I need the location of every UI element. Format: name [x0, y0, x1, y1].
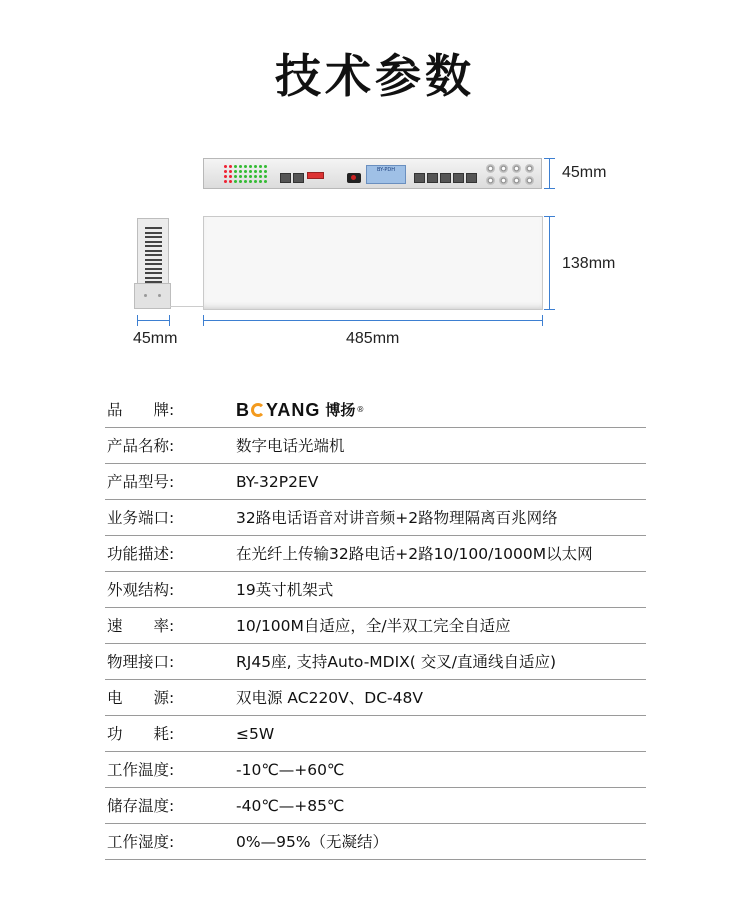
vent-slot — [145, 227, 162, 229]
rj45-port — [427, 173, 438, 183]
led-indicator — [234, 180, 237, 183]
led-indicator — [239, 180, 242, 183]
spec-value: 双电源 AC220V、DC-48V — [236, 689, 423, 707]
spec-row — [105, 788, 646, 824]
spec-value: -40℃—+85℃ — [236, 797, 345, 815]
vent-slot — [145, 241, 162, 243]
spec-table — [105, 392, 646, 860]
dimension-tick — [544, 158, 555, 159]
led-indicator — [259, 165, 262, 168]
spec-label: 业务端口: — [107, 509, 175, 527]
spec-label: 产品名称: — [107, 437, 175, 455]
spec-label: 品 牌: — [107, 401, 175, 419]
led-indicator — [224, 175, 227, 178]
led-indicator — [249, 170, 252, 173]
led-indicator — [244, 170, 247, 173]
rj45-port — [453, 173, 464, 183]
dimension-label-depth: 138mm — [562, 255, 616, 272]
bracket-hole — [158, 294, 161, 297]
bnc-connector — [525, 176, 534, 185]
brand-name-cn: 博扬 — [325, 401, 356, 419]
led-indicator — [264, 175, 267, 178]
bnc-connector — [486, 164, 495, 173]
spec-value: 0%—95%（无凝结） — [236, 833, 389, 851]
rj45-port — [466, 173, 477, 183]
bnc-connector — [525, 164, 534, 173]
spec-value: -10℃—+60℃ — [236, 761, 345, 779]
brand-prefix: B — [236, 400, 250, 420]
spec-label: 工作温度: — [107, 761, 175, 779]
registered-mark: ® — [356, 405, 365, 414]
led-indicator — [234, 165, 237, 168]
led-indicator — [229, 180, 232, 183]
led-indicator — [229, 165, 232, 168]
brand-suffix: YANG — [266, 400, 321, 420]
rj45-port — [440, 173, 451, 183]
spec-label: 工作湿度: — [107, 833, 175, 851]
spec-row — [105, 536, 646, 572]
spec-value: 32路电话语音对讲音频+2路物理隔离百兆网络 — [236, 509, 558, 527]
spec-value: 数字电话光端机 — [236, 437, 345, 455]
bnc-connector — [486, 176, 495, 185]
rj45-port — [280, 173, 291, 183]
led-indicator — [249, 180, 252, 183]
dimension-tick — [544, 309, 555, 310]
dimension-tick — [169, 315, 170, 326]
led-indicator — [234, 170, 237, 173]
vent-slot — [145, 272, 162, 274]
vent-slot — [145, 263, 162, 265]
dimension-line-side — [137, 320, 170, 321]
dip-switch — [307, 172, 324, 179]
spec-label: 功 耗: — [107, 725, 175, 743]
dimension-label-height: 45mm — [562, 164, 607, 181]
led-indicator — [254, 165, 257, 168]
bnc-connector — [512, 164, 521, 173]
led-indicator — [239, 170, 242, 173]
rj45-port — [414, 173, 425, 183]
led-indicator — [224, 170, 227, 173]
led-indicator — [264, 170, 267, 173]
spec-label: 速 率: — [107, 617, 175, 635]
led-indicator — [259, 170, 262, 173]
spec-row — [105, 500, 646, 536]
status-leds — [224, 165, 270, 185]
led-indicator — [244, 180, 247, 183]
spec-value: 19英寸机架式 — [236, 581, 334, 599]
led-indicator — [254, 175, 257, 178]
page-title: 技术参数 — [275, 49, 475, 103]
spec-row — [105, 644, 646, 680]
dimension-tick — [542, 315, 543, 326]
vent-slot — [145, 245, 162, 247]
led-indicator — [249, 175, 252, 178]
spec-value: BY-32P2EV — [236, 473, 319, 491]
spec-label: 储存温度: — [107, 797, 175, 815]
bracket-hole — [144, 294, 147, 297]
spec-label: 外观结构: — [107, 581, 175, 599]
mounting-bracket — [134, 283, 171, 309]
dimension-line-width — [203, 320, 543, 321]
spec-label: 产品型号: — [107, 473, 175, 491]
led-indicator — [229, 175, 232, 178]
device-top-view — [203, 216, 543, 310]
led-indicator — [254, 170, 257, 173]
fiber-port — [347, 173, 361, 183]
device-front-panel — [203, 158, 542, 189]
spec-row — [105, 608, 646, 644]
spec-value: RJ45座, 支持Auto-MDIX( 交叉/直通线自适应) — [236, 653, 557, 671]
vent-slot — [145, 236, 162, 238]
led-indicator — [234, 175, 237, 178]
led-indicator — [264, 165, 267, 168]
dimension-label-width: 485mm — [346, 330, 400, 347]
dimension-tick — [137, 315, 138, 326]
spec-row — [105, 716, 646, 752]
spec-row — [105, 428, 646, 464]
led-indicator — [229, 170, 232, 173]
lcd-text: BY-PDH — [376, 167, 396, 173]
led-indicator — [239, 175, 242, 178]
rj45-port — [293, 173, 304, 183]
dimension-line-height — [549, 158, 550, 189]
vent-slot — [145, 250, 162, 252]
spec-row — [105, 680, 646, 716]
led-indicator — [264, 180, 267, 183]
dimension-tick — [203, 315, 204, 326]
dimension-tick — [544, 216, 555, 217]
brand-logo — [236, 392, 364, 428]
spec-value: 在光纤上传输32路电话+2路10/100/1000M以太网 — [236, 545, 593, 563]
vent-slot — [145, 268, 162, 270]
spec-row — [105, 464, 646, 500]
led-indicator — [224, 165, 227, 168]
spec-row — [105, 824, 646, 860]
vent-slot — [145, 277, 162, 279]
bracket-edge — [170, 306, 204, 307]
vent-slot — [145, 254, 162, 256]
led-indicator — [259, 180, 262, 183]
dimension-line-depth — [549, 216, 550, 310]
dimension-label-side: 45mm — [133, 330, 178, 347]
spec-label: 电 源: — [107, 689, 175, 707]
spec-label: 功能描述: — [107, 545, 175, 563]
led-indicator — [254, 180, 257, 183]
bnc-connector — [499, 176, 508, 185]
spec-value: 10/100M自适应，全/半双工完全自适应 — [236, 617, 511, 635]
vent-slot — [145, 259, 162, 261]
brand-name-en — [236, 392, 320, 428]
led-indicator — [249, 165, 252, 168]
led-indicator — [244, 175, 247, 178]
led-indicator — [259, 175, 262, 178]
led-indicator — [224, 180, 227, 183]
spec-row — [105, 752, 646, 788]
bnc-connector — [512, 176, 521, 185]
spec-label: 物理接口: — [107, 653, 175, 671]
lcd-display — [366, 165, 406, 184]
spec-row — [105, 572, 646, 608]
led-indicator — [239, 165, 242, 168]
bnc-connector — [499, 164, 508, 173]
brand-o-icon — [251, 403, 265, 417]
dimension-tick — [544, 188, 555, 189]
spec-value: ≤5W — [236, 725, 275, 743]
vent-slot — [145, 232, 162, 234]
spec-row-brand — [105, 392, 646, 428]
led-indicator — [244, 165, 247, 168]
